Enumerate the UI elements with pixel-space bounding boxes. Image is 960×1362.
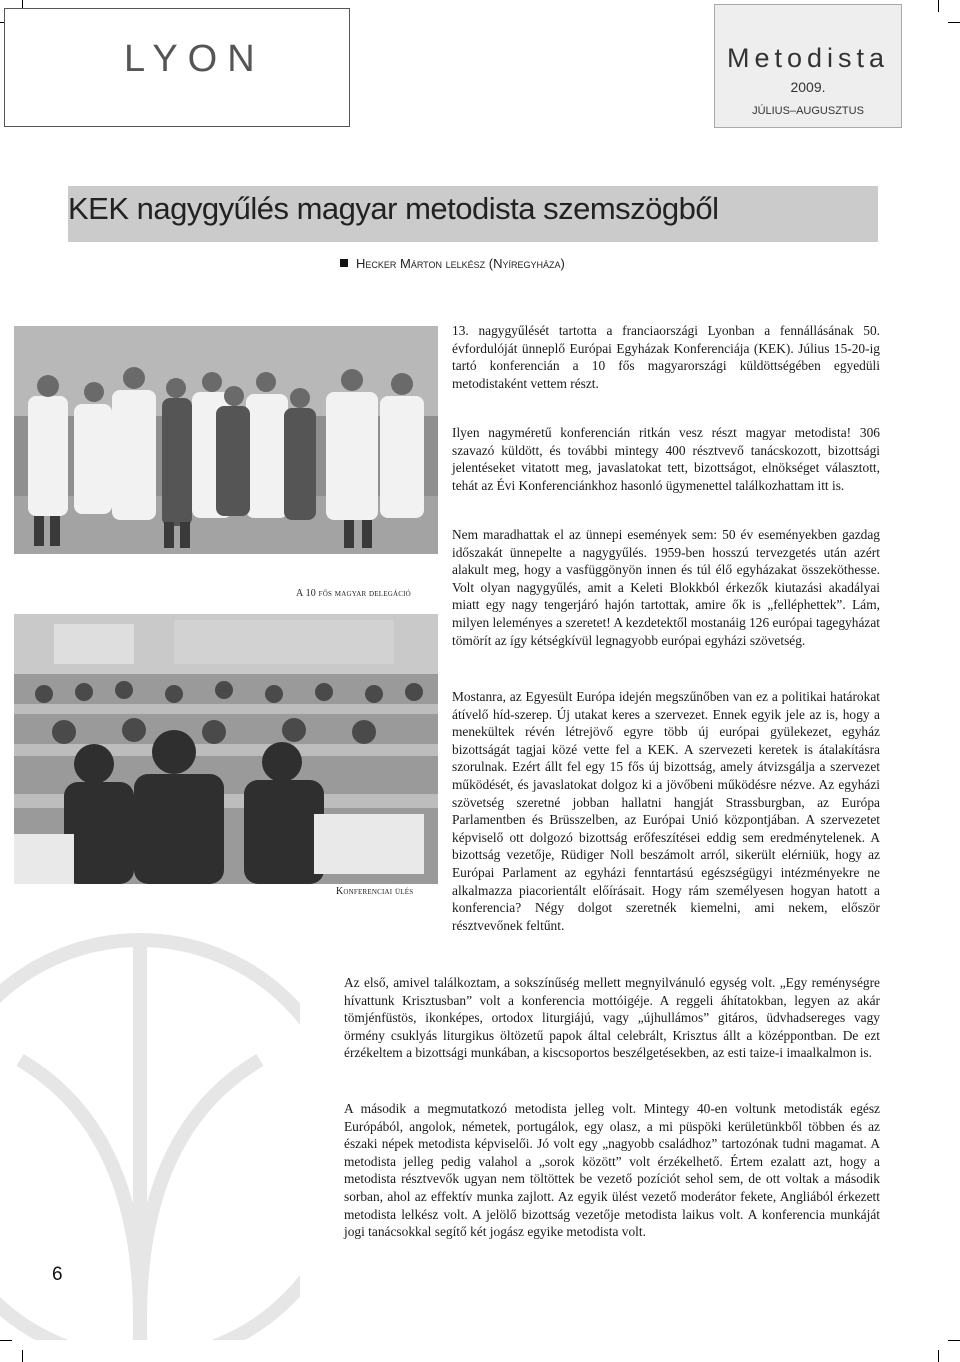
issue-months: JÚLIUS–AUGUSZTUS [752,105,864,117]
paragraph-first: Az első, amivel találkoztam, a sokszínűség mellett megnyilvánuló egység volt. „Egy reménységre hívattunk Krisztusban” volt a konferencia mottóigéje. A reggeli áhítatokban, legyen az akár tömjénfüstös, ikonképes, ortodox liturgiájú, vagy „újhullámos” gitáros, üdvhadsereges vagy örmény csuklyás liturgikus öltözetű papok által celebrált, Krisztus állt a középpontban. De ezt érzékeltem a bizottsági munkában, a kiscsoportos beszélgetésekben, az esti taize-i imaalkalmon is. [344,975,880,1061]
crop-mark [22,1350,23,1362]
delegation-photo-image [14,326,438,554]
magazine-header-box [714,4,902,128]
crop-mark [938,1350,939,1362]
session-photo-image [14,614,438,884]
delegation-caption: A 10 fős magyar delegáció [296,588,411,599]
article-title: KEK nagygyűlés magyar metodista szemszögből [68,191,719,226]
issue-year: 2009. [790,79,826,95]
paragraph-size: Ilyen nagyméretű konferencián ritkán vesz részt magyar metodista! 306 szavazó küldött, és további mintegy 400 résztvevő tanácskozott, bizottsági jelentéseket vitatott meg, javaslatokat tett, bizottságot, elnökséget választott, tehát az Évi Konferenciánkhoz hasonló ügymenettel találkozhattam itt is. [452,425,880,493]
magazine-title: Metodista [726,43,890,73]
author-line: Hecker Márton lelkész (Nyíregyháza) [356,256,565,271]
paragraph-present: Mostanra, az Egyesült Európa idején megszűnőben van ez a politikai határokat átívelő híd-szerep. Új utakat keres a szervezet. Ennek egyik jele az is, hogy a menekültek révén létrejövő egyre több új európai gyülekezet, egyház bizottságát tagjai közé vette fel a KEK. A szervezeti keretek is átalakításra szorulnak. Ezért állt fel egy 15 fős új bizottság, amely átvizsgálja a szervezet működését, és javaslatokat dolgoz ki a jövőbeni működésre nézve. Az egyházi szövetség szeretné jobban hallatni hangját Strassburgban, az Európa Parlamentben és Brüsszelben, az Európai Unió központjában. A szervezetet képviselő ott dolgozó bizottság erőfeszítései eddig sem eredménytelenek. A bizottság vezetője, Rüdiger Noll beszámolt arról, sikerült elérniük, hogy az Európai Parlament az egyházi fenntartású egészségügyi intézményekre ne alkalmazza piacorientált előírásait. Hogy rám személyesen hogyan hatott a konferencia? Négy dolgot szeretnék kiemelni, ami nekem, először résztvevőnek feltűnt. [452,689,880,933]
crop-mark [938,0,939,12]
byline [340,256,565,271]
session-photo [14,614,438,884]
paragraph-history: Nem maradhattak el az ünnepi események sem: 50 év eseményekben gazdag időszakát ünnepelte a nagygyűlés. 1959-ben hosszú tervezgetés után azért alakult meg, hogy a vasfüggönyön innen és túl élő egyházakat összeköthesse. Volt olyan nagygyűlés, amit a Keleti Blokkból érkezők kiutazási akadályai miatt egy nagy tengerjáró hajón tartottak, amire ők is „felléphettek”. Lám, milyen leleményes a szeretet! A kezdetektől mostanáig 126 európai tagegyházat tömörít az így kétségkívül legnagyobb európai egyházi szövetség. [452,527,880,648]
delegation-photo [14,326,438,554]
location-label: LYON [124,38,265,80]
paragraph-second: A második a megmutatkozó metodista jelleg volt. Mintegy 40-en voltunk metodisták egész Európából, angolok, németek, portugálok, egy olasz, a mi püspöki kerületünkből többen és az északi népek metodista képviselői. Jó volt egy „nagyobb családhoz” tartozónak tudni magamat. A metodista jelleg pedig valahol a „sorok között” volt érzékelhető. Értem ezalatt azt, hogy a metodista résztvevők ugyan nem töltöttek be vezető pozíciót sehol sem, de ott voltak a második sorban, ahol az effektív munka zajlott. Az egyik ülést vezető moderátor fekete, Angliából érkezett metodista lelkész volt. A jelölő bizottság vezetője metodista laikus volt. A konferencia munkáját jogi tanácsokkal segítő két jogász egyike metodista volt. [344,1101,880,1240]
crop-mark [948,22,960,23]
crop-mark [0,1340,12,1341]
church-cross-logo [0,900,300,1340]
bullet-square-icon [340,259,348,267]
crop-mark [948,1340,960,1341]
page-number: 6 [52,1264,63,1285]
paragraph-intro: 13. nagygyűlését tartotta a franciaországi Lyonban a fennállásának 50. évfordulóját ünneplő Európai Egyházak Konferenciája (KEK). Július 15-20-ig tartó konferencián a 10 fős magyarországi küldöttségében egyedüli metodistaként vettem részt. [452,323,880,391]
session-caption: Konferenciai ülés [336,886,414,897]
